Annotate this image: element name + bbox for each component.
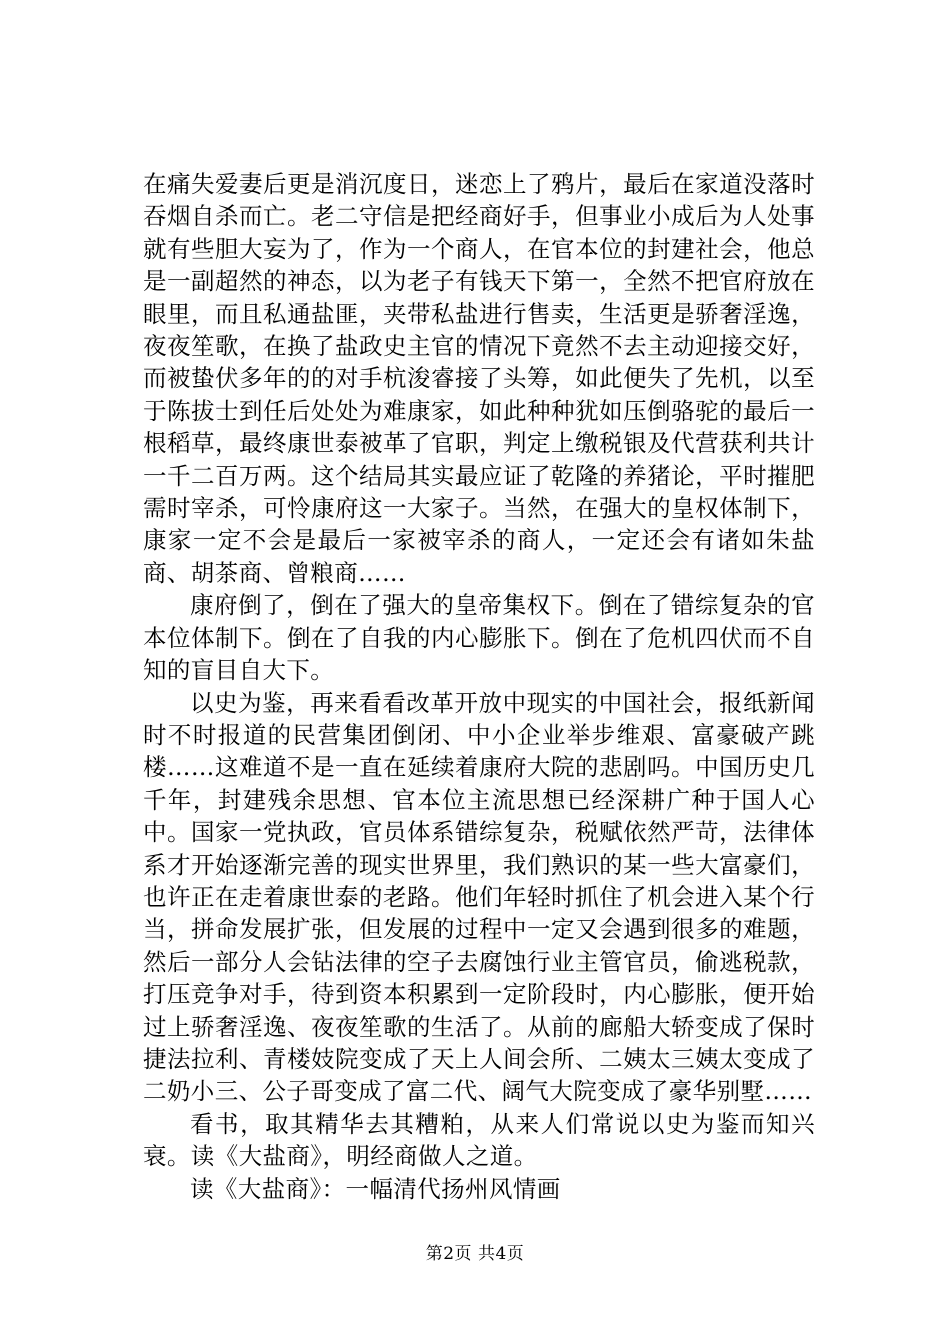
paragraph-kang-fu-fell: 康府倒了，倒在了强大的皇帝集权下。倒在了错综复杂的官本位体制下。倒在了自我的内心膨胀下。倒在了危机四伏而不自知的盲目自大下。 bbox=[143, 591, 815, 685]
paragraph-history-lesson: 以史为鉴，再来看看改革开放中现实的中国社会，报纸新闻时不时报道的民营集团倒闭、中小企业举步维艰、富豪破产跳楼……这难道不是一直在延续着康府大院的悲剧吗。中国历史几千年，封建残余思想、官本位主流思想已经深耕广种于国人心中。国家一党执政，官员体系错综复杂，税赋依然严苛，法律体系才开始逐渐完善的现实世界里，我们熟识的某一些大富豪们，也许正在走着康世泰的老路。他们年轻时抓住了机会进入某个行当，拼命发展扩张，但发展的过程中一定又会遇到很多的难题，然后一部分人会钻法律的空子去腐蚀行业主管官员，偷逃税款，打压竞争对手，待到资本积累到一定阶段时，内心膨胀，便开始过上骄奢淫逸、夜夜笙歌的生活了。从前的廊船大轿变成了保时捷法拉利、青楼妓院变成了天上人间会所、二姨太三姨太变成了二奶小三、公子哥变成了富二代、阔气大院变成了豪华别墅…… bbox=[143, 688, 815, 1106]
document-body bbox=[143, 168, 815, 1205]
paragraph-continued: 在痛失爱妻后更是消沉度日，迷恋上了鸦片，最后在家道没落时吞烟自杀而亡。老二守信是把经商好手，但事业小成后为人处事就有些胆大妄为了，作为一个商人，在官本位的封建社会，他总是一副超然的神态，以为老子有钱天下第一，全然不把官府放在眼里，而且私通盐匪，夹带私盐进行售卖，生活更是骄奢淫逸，夜夜笙歌，在换了盐政史主官的情况下竟然不去主动迎接交好，而被蛰伏多年的的对手杭浚睿接了头筹，如此便失了先机，以至于陈拔士到任后处处为难康家，如此种种犹如压倒骆驼的最后一根稻草，最终康世泰被革了官职，判定上缴税银及代营获利共计一千二百万两。这个结局其实最应证了乾隆的养猪论，平时摧肥需时宰杀，可怜康府这一大家子。当然，在强大的皇权体制下，康家一定不会是最后一家被宰杀的商人，一定还会有诸如朱盐商、胡茶商、曾粮商…… bbox=[143, 170, 815, 587]
next-article-title: 读《大盐商》：一幅清代扬州风情画 bbox=[190, 1174, 561, 1203]
page-number-footer: 第2页 共4页 bbox=[425, 1244, 525, 1264]
paragraph-conclusion: 看书，取其精华去其糟粕，从来人们常说以史为鉴而知兴衰。读《大盐商》，明经商做人之道。 bbox=[143, 1109, 815, 1171]
